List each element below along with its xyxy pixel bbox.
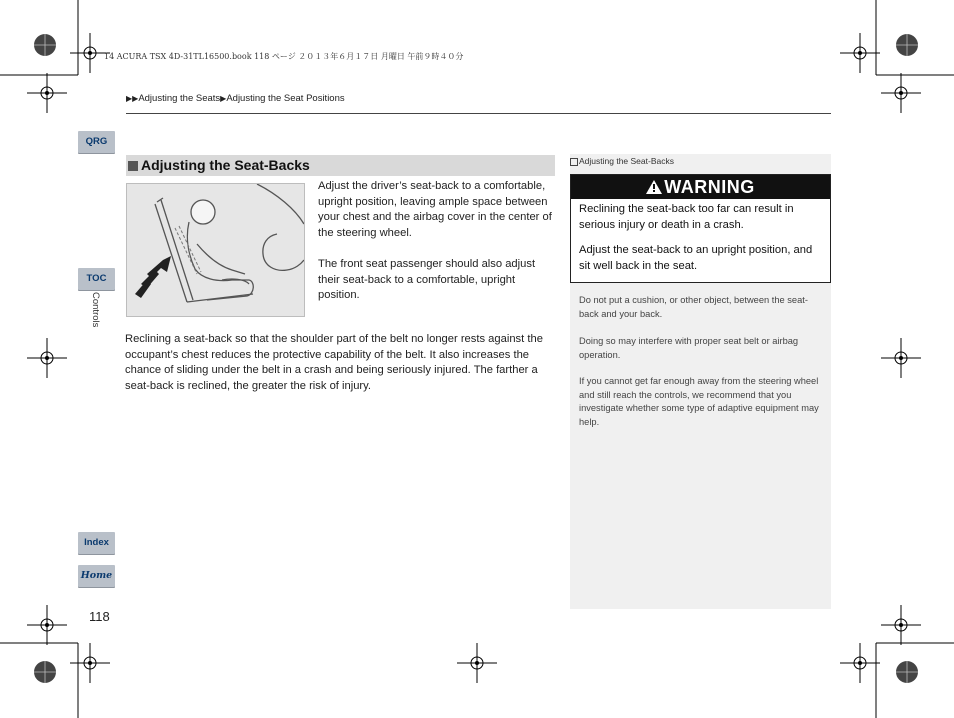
warning-heading: WARNING <box>664 177 755 197</box>
chapter-label: Controls <box>90 292 101 328</box>
sidebar-note: Do not put a cushion, or other object, between the seat-back and your back. <box>579 295 808 319</box>
warning-text-danger: Reclining the seat-back too far can result in serious injury or death in a crash. <box>579 203 794 231</box>
sidebar-reference-label: Adjusting the Seat-Backs <box>579 156 674 166</box>
sidebar-note: If you cannot get far enough away from the steering wheel and still reach the controls, we recommend that you investigate whether some type of adaptive equipment may help. <box>579 376 819 427</box>
breadcrumb-link-seat-positions[interactable]: Adjusting the Seat Positions <box>226 93 345 104</box>
heading-square-icon <box>128 161 138 171</box>
breadcrumb <box>126 93 345 104</box>
breadcrumb-arrows: ▶▶ <box>126 94 139 103</box>
sidebar-note: Doing so may interfere with proper seat belt or airbag operation. <box>579 336 799 360</box>
warning-box <box>570 174 831 283</box>
qrg-tab[interactable]: QRG <box>78 131 115 153</box>
sidebar-reference <box>570 156 674 166</box>
header-rule <box>126 113 831 114</box>
section-title: Adjusting the Seat-Backs <box>141 157 310 173</box>
page-number: 118 <box>89 609 110 624</box>
body-paragraph-passenger: The front seat passenger should also adjust their seat-back to a comfortable, upright position. <box>318 258 536 302</box>
print-header: 14 ACURA TSX 4D-31TL16500.book 118 ページ ２０１３年６月１７日 月曜日 午前９時４０分 <box>104 52 464 61</box>
index-tab[interactable]: Index <box>78 532 115 554</box>
seat-occupant-drawing <box>127 184 304 316</box>
reference-icon <box>570 158 578 166</box>
section-heading <box>126 155 555 176</box>
breadcrumb-link-seats[interactable]: Adjusting the Seats <box>138 93 221 104</box>
warning-text-instruction: Adjust the seat-back to an upright position, and sit well back in the seat. <box>579 244 813 272</box>
home-tab[interactable]: Home <box>78 565 115 587</box>
toc-tab[interactable]: TOC <box>78 268 115 290</box>
seat-back-illustration <box>126 183 305 317</box>
warning-triangle-icon <box>646 180 662 194</box>
body-paragraph-reclining: Reclining a seat-back so that the shoulder part of the belt no longer rests against the occupant’s chest reduces the protective capability of the belt. It also increases the chance of sliding under the belt in a crash and being seriously injured. The farther a seat-back is reclined, the greater the risk of injury. <box>125 333 543 392</box>
warning-header <box>571 175 830 199</box>
breadcrumb-separator: ▶ <box>220 94 227 103</box>
body-paragraph-driver: Adjust the driver’s seat-back to a comfortable, upright position, leaving ample space between your chest and the airbag cover in the center of the steering wheel. <box>318 180 552 239</box>
